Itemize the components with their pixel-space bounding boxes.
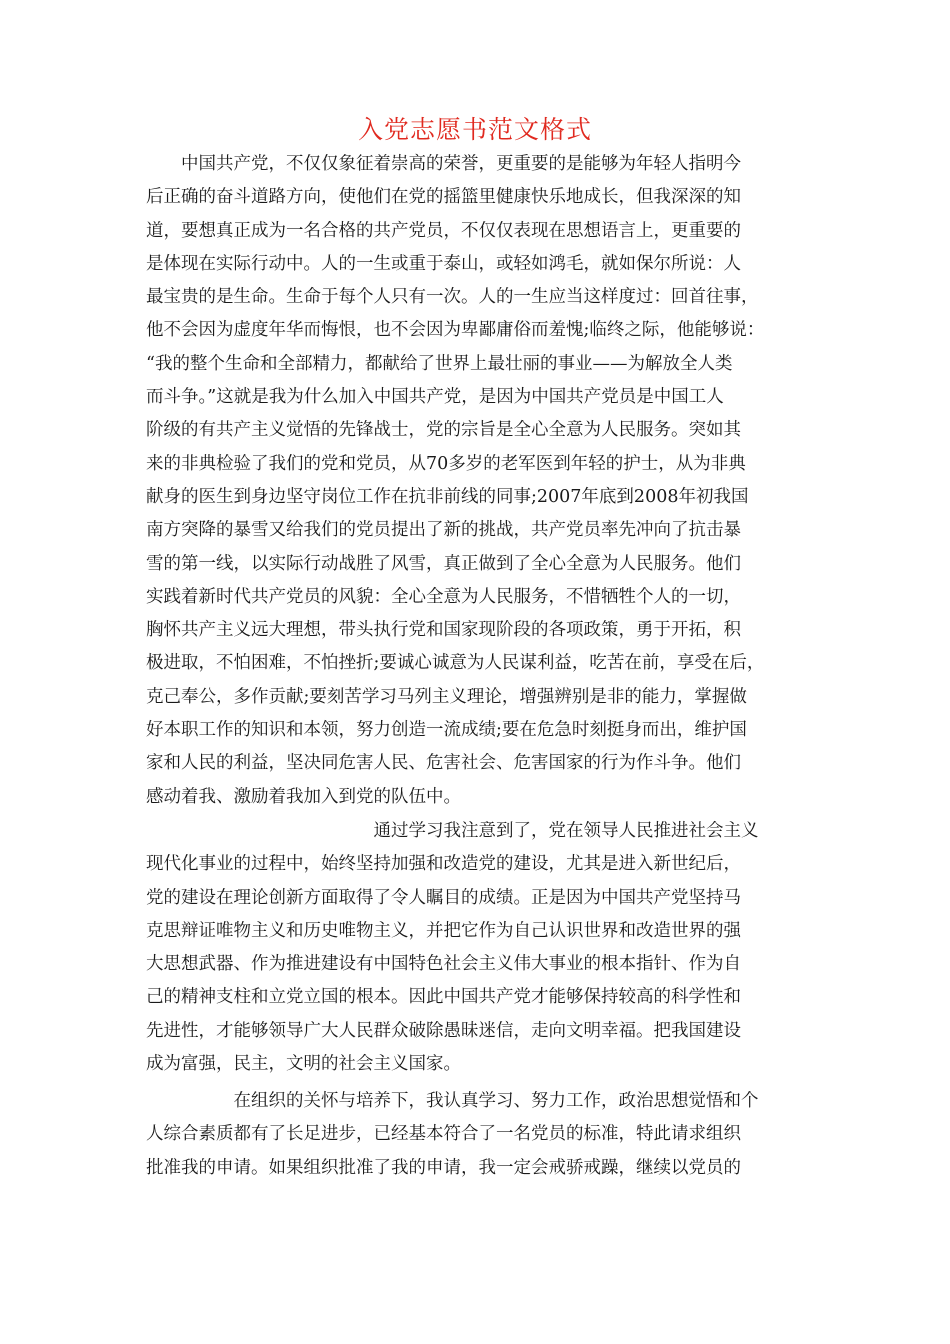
text-line: 后正确的奋斗道路方向，使他们在党的摇篮里健康快乐地成长，但我深深的知	[146, 187, 741, 208]
text-line: 献身的医生到身边坚守岗位工作在抗非前线的同事;2007年底到2008年初我国	[146, 486, 749, 507]
text-line: 克思辩证唯物主义和历史唯物主义，并把它作为自己认识世界和改造世界的强	[146, 920, 741, 941]
text-line: 最宝贵的是生命。生命于每个人只有一次。人的一生应当这样度过：回首往事，	[146, 287, 759, 308]
paragraph-2	[146, 815, 816, 1081]
text-line: 克己奉公，多作贡献;要刻苦学习马列主义理论，增强辨别是非的能力，掌握做	[146, 686, 747, 707]
text-line: 大思想武器、作为推进建设有中国特色社会主义伟大事业的根本指针、作为自	[146, 954, 741, 975]
text-line: 家和人民的利益，坚决同危害人民、危害社会、危害国家的行为作斗争。他们	[146, 753, 741, 774]
text-line: 批准我的申请。如果组织批准了我的申请，我一定会戒骄戒躁，继续以党员的	[146, 1157, 741, 1178]
text-line: 雪的第一线，以实际行动战胜了风雪，真正做到了全心全意为人民服务。他们	[146, 553, 741, 574]
text-line: 实践着新时代共产党员的风貌：全心全意为人民服务，不惜牺牲个人的一切，	[146, 586, 741, 607]
text-line: 而斗争。”这就是我为什么加入中国共产党，是因为中国共产党员是中国工人	[146, 387, 724, 408]
document-title: 入党志愿书范文格式	[357, 115, 592, 144]
text-line: 通过学习我注意到了，党在领导人民推进社会主义	[146, 821, 759, 841]
paragraph-3	[146, 1085, 816, 1185]
text-line: 极进取，不怕困难，不怕挫折;要诚心诚意为人民谋利益，吃苦在前，享受在后，	[146, 653, 765, 674]
paragraph-1	[146, 148, 816, 814]
text-line: 中国共产党，不仅仅象征着崇高的荣誉，更重要的是能够为年轻人指明今	[146, 154, 741, 174]
text-line: 成为富强，民主，文明的社会主义国家。	[146, 1054, 461, 1075]
text-line: 他不会因为虚度年华而悔恨，也不会因为卑鄙庸俗而羞愧;临终之际，他能够说：	[146, 320, 765, 341]
text-line: 在组织的关怀与培养下，我认真学习、努力工作，政治思想觉悟和个	[146, 1091, 759, 1111]
text-line: 己的精神支柱和立党立国的根本。因此中国共产党才能够保持较高的科学性和	[146, 987, 741, 1008]
text-line: 好本职工作的知识和本领，努力创造一流成绩;要在危急时刻挺身而出，维护国	[146, 720, 747, 741]
text-line: 人综合素质都有了长足进步，已经基本符合了一名党员的标准，特此请求组织	[146, 1124, 741, 1145]
text-line: “我的整个生命和全部精力，都献给了世界上最壮丽的事业——为解放全人类	[146, 353, 733, 374]
text-line: 南方突降的暴雪又给我们的党员提出了新的挑战，共产党员率先冲向了抗击暴	[146, 520, 741, 541]
text-line: 先进性，才能够领导广大人民群众破除愚昧迷信，走向文明幸福。把我国建设	[146, 1020, 741, 1041]
text-line: 党的建设在理论创新方面取得了令人瞩目的成绩。正是因为中国共产党坚持马	[146, 887, 741, 908]
text-line: 感动着我、激励着我加入到党的队伍中。	[146, 786, 461, 807]
text-line: 阶级的有共产主义觉悟的先锋战士，党的宗旨是全心全意为人民服务。突如其	[146, 420, 741, 441]
text-line: 现代化事业的过程中，始终坚持加强和改造党的建设，尤其是进入新世纪后，	[146, 854, 741, 875]
text-line: 道，要想真正成为一名合格的共产党员，不仅仅表现在思想语言上，更重要的	[146, 220, 741, 241]
text-line: 是体现在实际行动中。人的一生或重于泰山，或轻如鸿毛，就如保尔所说：人	[146, 253, 741, 274]
text-line: 来的非典检验了我们的党和党员，从70多岁的老军医到年轻的护士，从为非典	[146, 453, 746, 474]
text-line: 胸怀共产主义远大理想，带头执行党和国家现阶段的各项政策，勇于开拓，积	[146, 620, 741, 641]
